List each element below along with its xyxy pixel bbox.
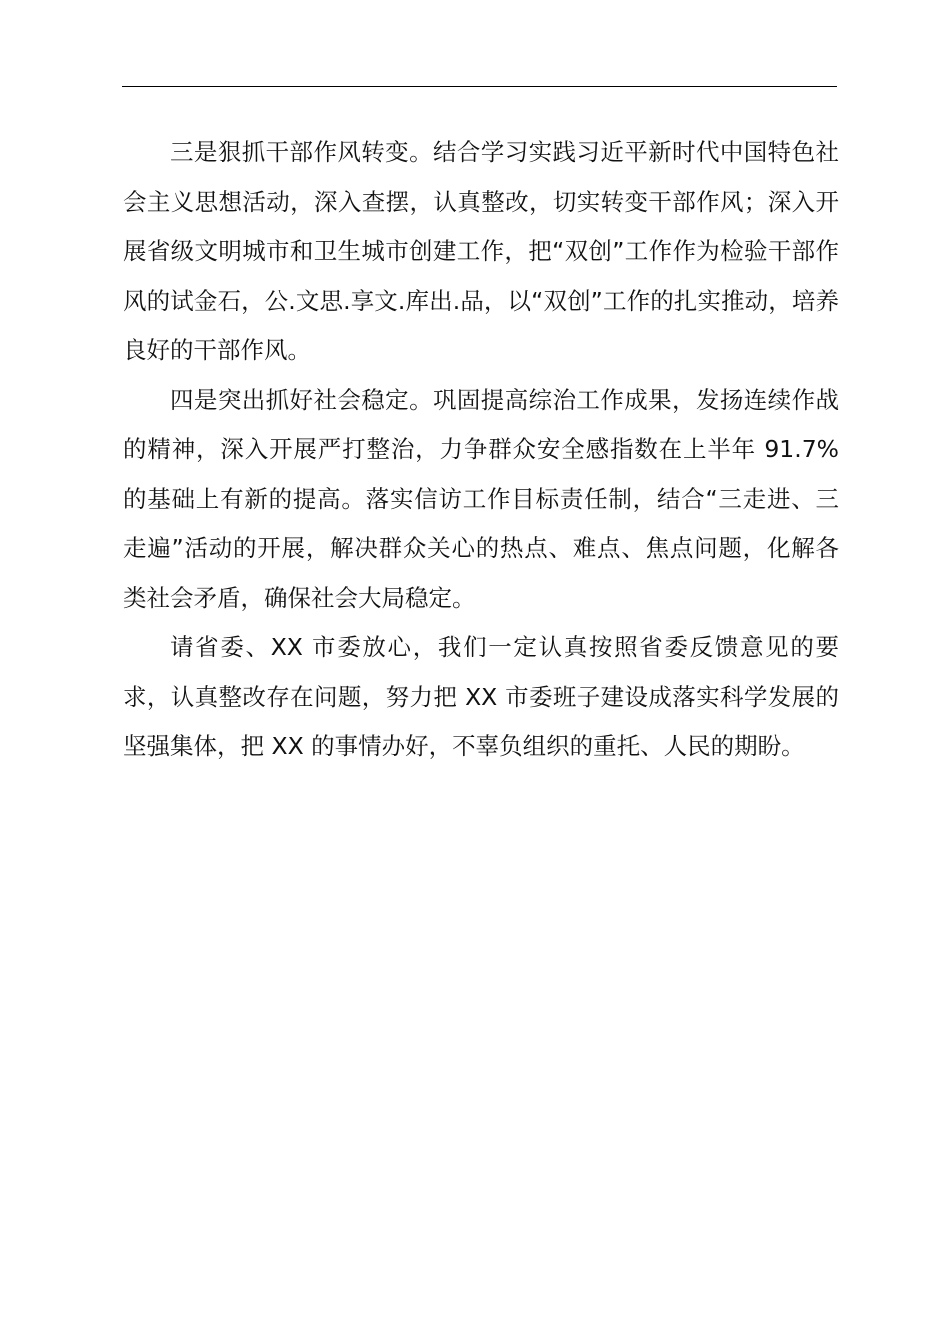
- header-rule: [122, 86, 837, 87]
- document-body: [123, 128, 839, 772]
- paragraph-social-stability: 四是突出抓好社会稳定。巩固提高综治工作成果，发扬连续作战的精神，深入开展严打整治，力争群众安全感指数在上半年 91.7%的基础上有新的提高。落实信访工作目标责任制，结合“三走进、三走遍”活动的开展，解决群众关心的热点、难点、焦点问题，化解各类社会矛盾，确保社会大局稳定。: [123, 385, 839, 612]
- paragraph-cadre-style: 三是狠抓干部作风转变。结合学习实践习近平新时代中国特色社会主义思想活动，深入查摆，认真整改，切实转变干部作风；深入开展省级文明城市和卫生城市创建工作，把“双创”工作作为检验干部作风的试金石，公.文思.享文.库出.品，以“双创”工作的扎实推动，培养良好的干部作风。: [123, 138, 839, 364]
- paragraph-closing-pledge: 请省委、XX 市委放心，我们一定认真按照省委反馈意见的要求，认真整改存在问题，努力把 XX 市委班子建设成落实科学发展的坚强集体，把 XX 的事情办好，不辜负组织的重托、人民的期盼。: [123, 633, 839, 760]
